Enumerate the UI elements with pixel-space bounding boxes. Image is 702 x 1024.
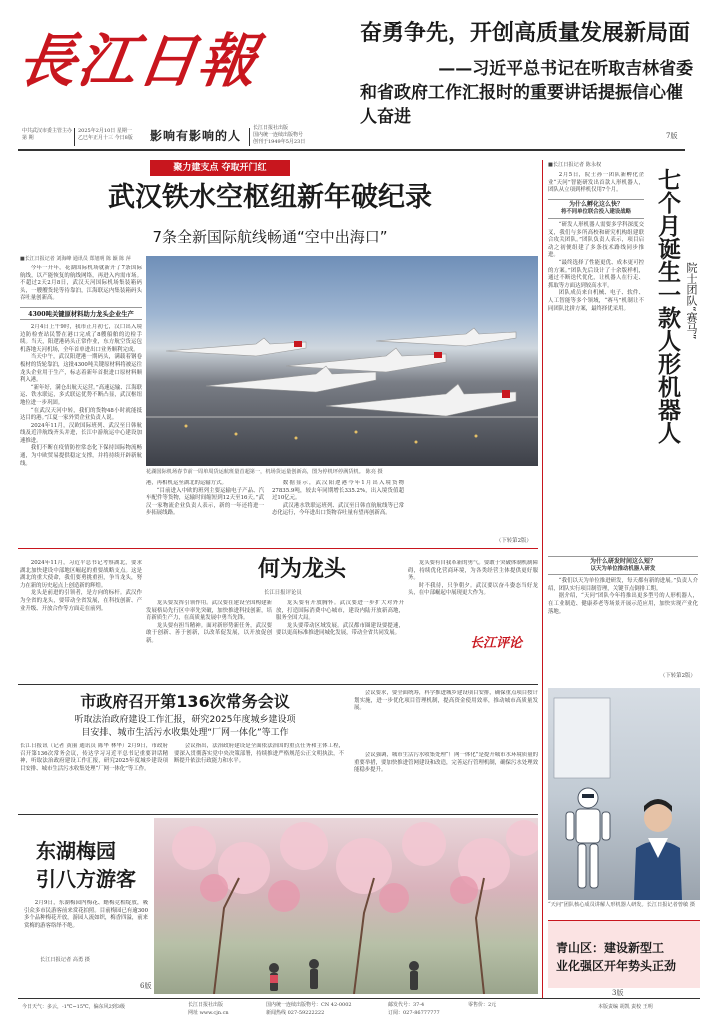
commentary-col-3: 龙头要有开放胸怀。武汉要进一步扩大对外开放，打造国际消费中心城市，建设内陆开放新高地，服务全国大局。 龙头要带动区域发展。武汉都市圈建设要提速，要以更高标准推进同城化发展，带动全省共同发展。 xyxy=(276,600,404,637)
qingshan-box[interactable] xyxy=(548,920,700,988)
commentary-col-1: 2024年11月，习近平总书记考察湖北，要求湖北加快建设中部地区崛起的重要战略支点。这是湖北的重大使命，我们要勇挑重担，争当龙头，努力在新的历史起点上创造新的辉煌。 龙头是前进的引领者，是方向的标杆。武汉作为全省的龙头，要带动全省发展，在科技创新、产业升级、开放合作等方面走在前列。 xyxy=(20,560,142,612)
robot-side-title: 院士团队“赛马” xyxy=(685,262,698,340)
top-story-headline[interactable]: 奋勇争先，开创高质量发展新局面 xyxy=(360,21,691,46)
qingshan-headline-1: 青山区：建设新型工 xyxy=(556,941,665,955)
commentary-col-4: 龙头要有自我革新的勇气。要敢于突破体制机制障碍，持续优化营商环境，为各类经营主体提供更好服务。 时不我待，只争朝夕。武汉要以奋斗姿态当好龙头，在中部崛起中展现更大作为。 xyxy=(408,560,538,597)
lead-col-3: 港，再相机运至湖北的运输方式。 “目前进入中欧的班列主要运输电子产品、汽车配件等货物，运输时间缩短到12天至16天。”武汉一家物流企业负责人表示，新的一年还将进一步拓展线路。 xyxy=(146,480,264,517)
commentary-byline: 长江日报评论员 xyxy=(264,590,302,596)
airport-cargo-photo xyxy=(146,256,538,466)
footer-postal-code: 邮发代号：37-4 xyxy=(388,1002,425,1008)
footer-domestic-code: 国内统一连续出版物号：CN 42-0002 xyxy=(266,1002,352,1008)
newspaper-logo: 長江日報 xyxy=(13,27,263,95)
top-story-page-ref[interactable]: 7版 xyxy=(666,132,678,140)
qingshan-headline-2: 业化强区开年势头正劲 xyxy=(556,959,677,973)
meeting-col-1: 长江日报讯（记者 黄丽 通讯员 陈华 林华）2月9日，市政府召开第136次常务会议，传达学习习近平总书记重要讲话精神，听取法治政府建设工作汇报，研究2025年度城乡建设项目安排、城市生活污水收集处理“厂网一体化”等工作。 xyxy=(20,743,168,772)
plum-scene xyxy=(154,818,538,994)
meeting-subline-2: 目安排、城市生活污水收集处理“厂网一体化”等工作 xyxy=(81,728,289,738)
date-line-1: 2025年2月10日 星期一 xyxy=(78,128,132,134)
lead-col-1 xyxy=(20,256,142,468)
date-line-2: 乙巳年正月十三 今日8版 xyxy=(78,135,133,141)
meeting-headline[interactable]: 市政府召开第136次常务会议 xyxy=(80,692,290,711)
robot-q1: 为什么孵化这么快？ xyxy=(548,199,644,209)
lead-byline: ■长江日报记者 刘海峰 通讯员 郑旭明 陈 颖 陈 萍 xyxy=(20,256,131,262)
commentary-logo: 长江评论 xyxy=(470,636,523,651)
robot-q1-sub: 将不同单位联合投入建设战略 xyxy=(548,209,644,219)
robot-photo xyxy=(548,688,700,900)
lead-continued[interactable]: （下转第2版） xyxy=(496,538,532,544)
robot-q2-sub: 以天为单位推动机器人研发 xyxy=(548,566,698,576)
masthead-pub-info xyxy=(253,125,343,146)
left-info-1: 中共武汉市委主管主办 xyxy=(22,128,73,134)
robot-byline: ■长江日报记者 陈永权 xyxy=(548,162,602,168)
masthead-date xyxy=(78,128,148,142)
left-info-2: 第 期 xyxy=(22,135,34,141)
lead-body: 2月4日上午9时，我市正月初七，汉口出入境边防检查站民警在港口完成了8艘船舶的边检手续。当天，阳逻港码头正常作业，东方航空货运包机落地天河机场，全年首单进出口业务顺利完成。 当天中午，武汉阳逻港一期码头，满载着钢卷板材的货轮靠泊，这批4300吨关键原材料将被运往龙头企业用于生产，标志着新年首批进口原材料顺利入港。 “新年好，满仓出航天运营。”高速运输、江海联运、铁水联运，多式联运优势不断凸显，武汉枢纽地位进一步巩固。 “在武汉天河中转，我们的货物48小时就能抵达目的港。”江夏一家外贸企业负责人说。 2024年11月，汉欧国际班列、武汉至日韩航线及近洋航线齐头并进，长江中游航运中心建设加速推进。 我们不断在疫情防控常态化下保持国际物流畅通，为中欧贸易提供稳定支撑，并将持续开辟新航线。 xyxy=(20,323,142,467)
footer-weather: 今日天气：多云，-1℃~15℃，偏东风2到3级 xyxy=(22,1004,125,1010)
commentary-col-2: 龙头要发挥引领作用。武汉要在建设全国构建新发展格局先行区中率先突破，加快推进科技创新，培育新质生产力，在高质量发展中勇当先锋。 龙头要有担当精神。面对新形势新任务，武汉要敢于创新、善于创新，以改革促发展，以开放促创新。 xyxy=(146,600,272,644)
masthead-left-info xyxy=(22,128,72,142)
lead-col-4: 数据显示，武汉阳逻港今年1月出入境货物27835.9吨，较去年同期增长335.2%，出入境货值超过10亿元。 武汉港水铁联运班列、武汉至日韩直航航线等已常态化运行，今年进出口货物吞吐量有望再创新高。 xyxy=(272,480,404,517)
pub-info-3: 创刊于1949年5月23日 xyxy=(253,139,306,145)
plum-page-ref[interactable]: 6版 xyxy=(140,982,152,990)
footer-price: 零售价：2元 xyxy=(468,1002,497,1008)
plum-garden-photo xyxy=(154,818,538,994)
top-story-subline[interactable]: ——习近平总书记在听取吉林省委和省政府工作汇报时的重要讲话提振信心催人奋进 xyxy=(360,59,694,127)
pub-info-1: 长江日报社出版 xyxy=(253,125,289,131)
plum-headline-2[interactable]: 引八方游客 xyxy=(36,867,136,891)
robot-scene xyxy=(548,688,700,900)
airport-scene xyxy=(146,256,538,466)
masthead-slogan: 影响有影响的人 xyxy=(150,129,242,143)
lead-section-head: 4300吨关键原材料助力龙头企业生产 xyxy=(20,307,142,320)
plum-credit: 长江日报记者 高勇 摄 xyxy=(40,957,90,963)
lead-kicker xyxy=(150,160,290,176)
footer-subscribe: 订阅：027-86777777 xyxy=(388,1010,440,1016)
plum-headline-1[interactable]: 东湖梅园 xyxy=(36,839,116,863)
airport-photo-caption: 花湖国际机场春节前一周单周货运航班量首超第一，机场货运量创新高，图为停机坪停满货机。 陈亮 摄 xyxy=(146,469,383,475)
meeting-col-2: 会议指出，法治政府建设是全面依法治国的重点任务和主体工程，要深入贯彻落实党中央决策部署，持续推进严格规范公正文明执法，不断提升依法行政能力和水平。 xyxy=(174,743,344,765)
plum-text: 2月9日，东湖梅园内梅花、蜡梅竞相绽放，吸引众多市民游客前来赏花拍照。目前梅园已有逾300多个品种梅花开放，游园人流如织，梅香四溢，前来赏梅的游客络绎不绝。 xyxy=(24,900,148,929)
robot-q2: 为什么研发时间这么短？ xyxy=(548,556,698,566)
footer-publisher: 长江日报社出版 xyxy=(188,1002,224,1008)
robot-photo-caption: “天问”团队核心成员讲解人形机器人研发。长江日报记者曾敏 摄 xyxy=(548,902,696,908)
meeting-col-4: 会议强调，城市生活污水收集处理“厂网一体化”是提升城市水环境质量的重要举措，要加快推进管网建设和改造，完善运行管理机制，确保污水处理效能稳步提升。 xyxy=(354,752,538,774)
footer xyxy=(18,1001,700,1021)
lead-kicker-text: 聚力建支点 夺取开门红 xyxy=(173,163,267,173)
footer-hotline: 新闻热线 027-59222222 xyxy=(266,1010,325,1016)
meeting-col-3: 会议要求，要全面统筹，科学推进城乡建设项目安排，确保重点项目按计划实施，进一步优化项目管理机制，提高资金使用效率，推动城市高质量发展。 xyxy=(354,690,538,712)
robot-continued[interactable]: （下转第2版） xyxy=(660,673,696,679)
robot-headline[interactable]: 七个月诞生一款人形机器人 xyxy=(654,168,680,444)
qingshan-page-ref[interactable]: 3版 xyxy=(612,989,624,997)
pub-info-2: 国内统一连续出版物号 xyxy=(253,132,304,138)
meeting-subline-1: 听取法治政府建设工作汇报，研究2025年度城乡建设项 xyxy=(74,715,296,725)
robot-col-a: 2月5日，院士孙一团队新孵化企业“天问”智能研发出首款人形机器人，团队从立项到样机仅用7个月。 为什么孵化这么快？ 将不同单位联合投入建设战略 “研发人形机器人需要多学科深度交叉，我们与多所高校和研究机构组建联合攻关团队。”团队负责人表示，项目启动之初便组建了多条技术路线同步推进。 “最终选择了性能更优、成本更可控的方案。”团队先后设计了十余版样机，通过不断迭代优化，让机器人在行走、抓取等方面达到较高水平。 团队成员来自机械、电子、软件、人工智能等多个领域，“赛马”机制让不同团队比拼方案，最终择优采用。 xyxy=(548,172,644,312)
commentary-headline[interactable]: 何为龙头 xyxy=(258,557,347,582)
robot-col-b: 为什么研发时间这么短？ 以天为单位推动机器人研发 “我们以天为单位推进研发，每天都有新的进展。”负责人介绍，团队实行项目制管理，关键节点倒排工期。 据介绍，“天问”团队今年将推出更多型号的人形机器人，在工业制造、健康养老等场景开展示范应用，加快实现产业化落地。 xyxy=(548,558,698,615)
footer-website: 网址 www.cjn.cn xyxy=(188,1010,229,1016)
lead-intro: 今年一开年，花湖国际机场就新开了7条国际航线，以产能恢复的航线网络，再进入内需市场。不超过2天2月8日，武汉天河国际机场集装箱码头，一艘艘货轮等待靠泊，江海联运内集装箱码头吞吐量创新高。 xyxy=(20,265,142,302)
lead-subhead: 7条全新国际航线畅通“空中出海口” xyxy=(152,228,388,246)
lead-headline[interactable]: 武汉铁水空枢纽新年破纪录 xyxy=(108,182,432,213)
footer-editor: 本版责编 胡凯 责校 王明 xyxy=(598,1004,653,1010)
